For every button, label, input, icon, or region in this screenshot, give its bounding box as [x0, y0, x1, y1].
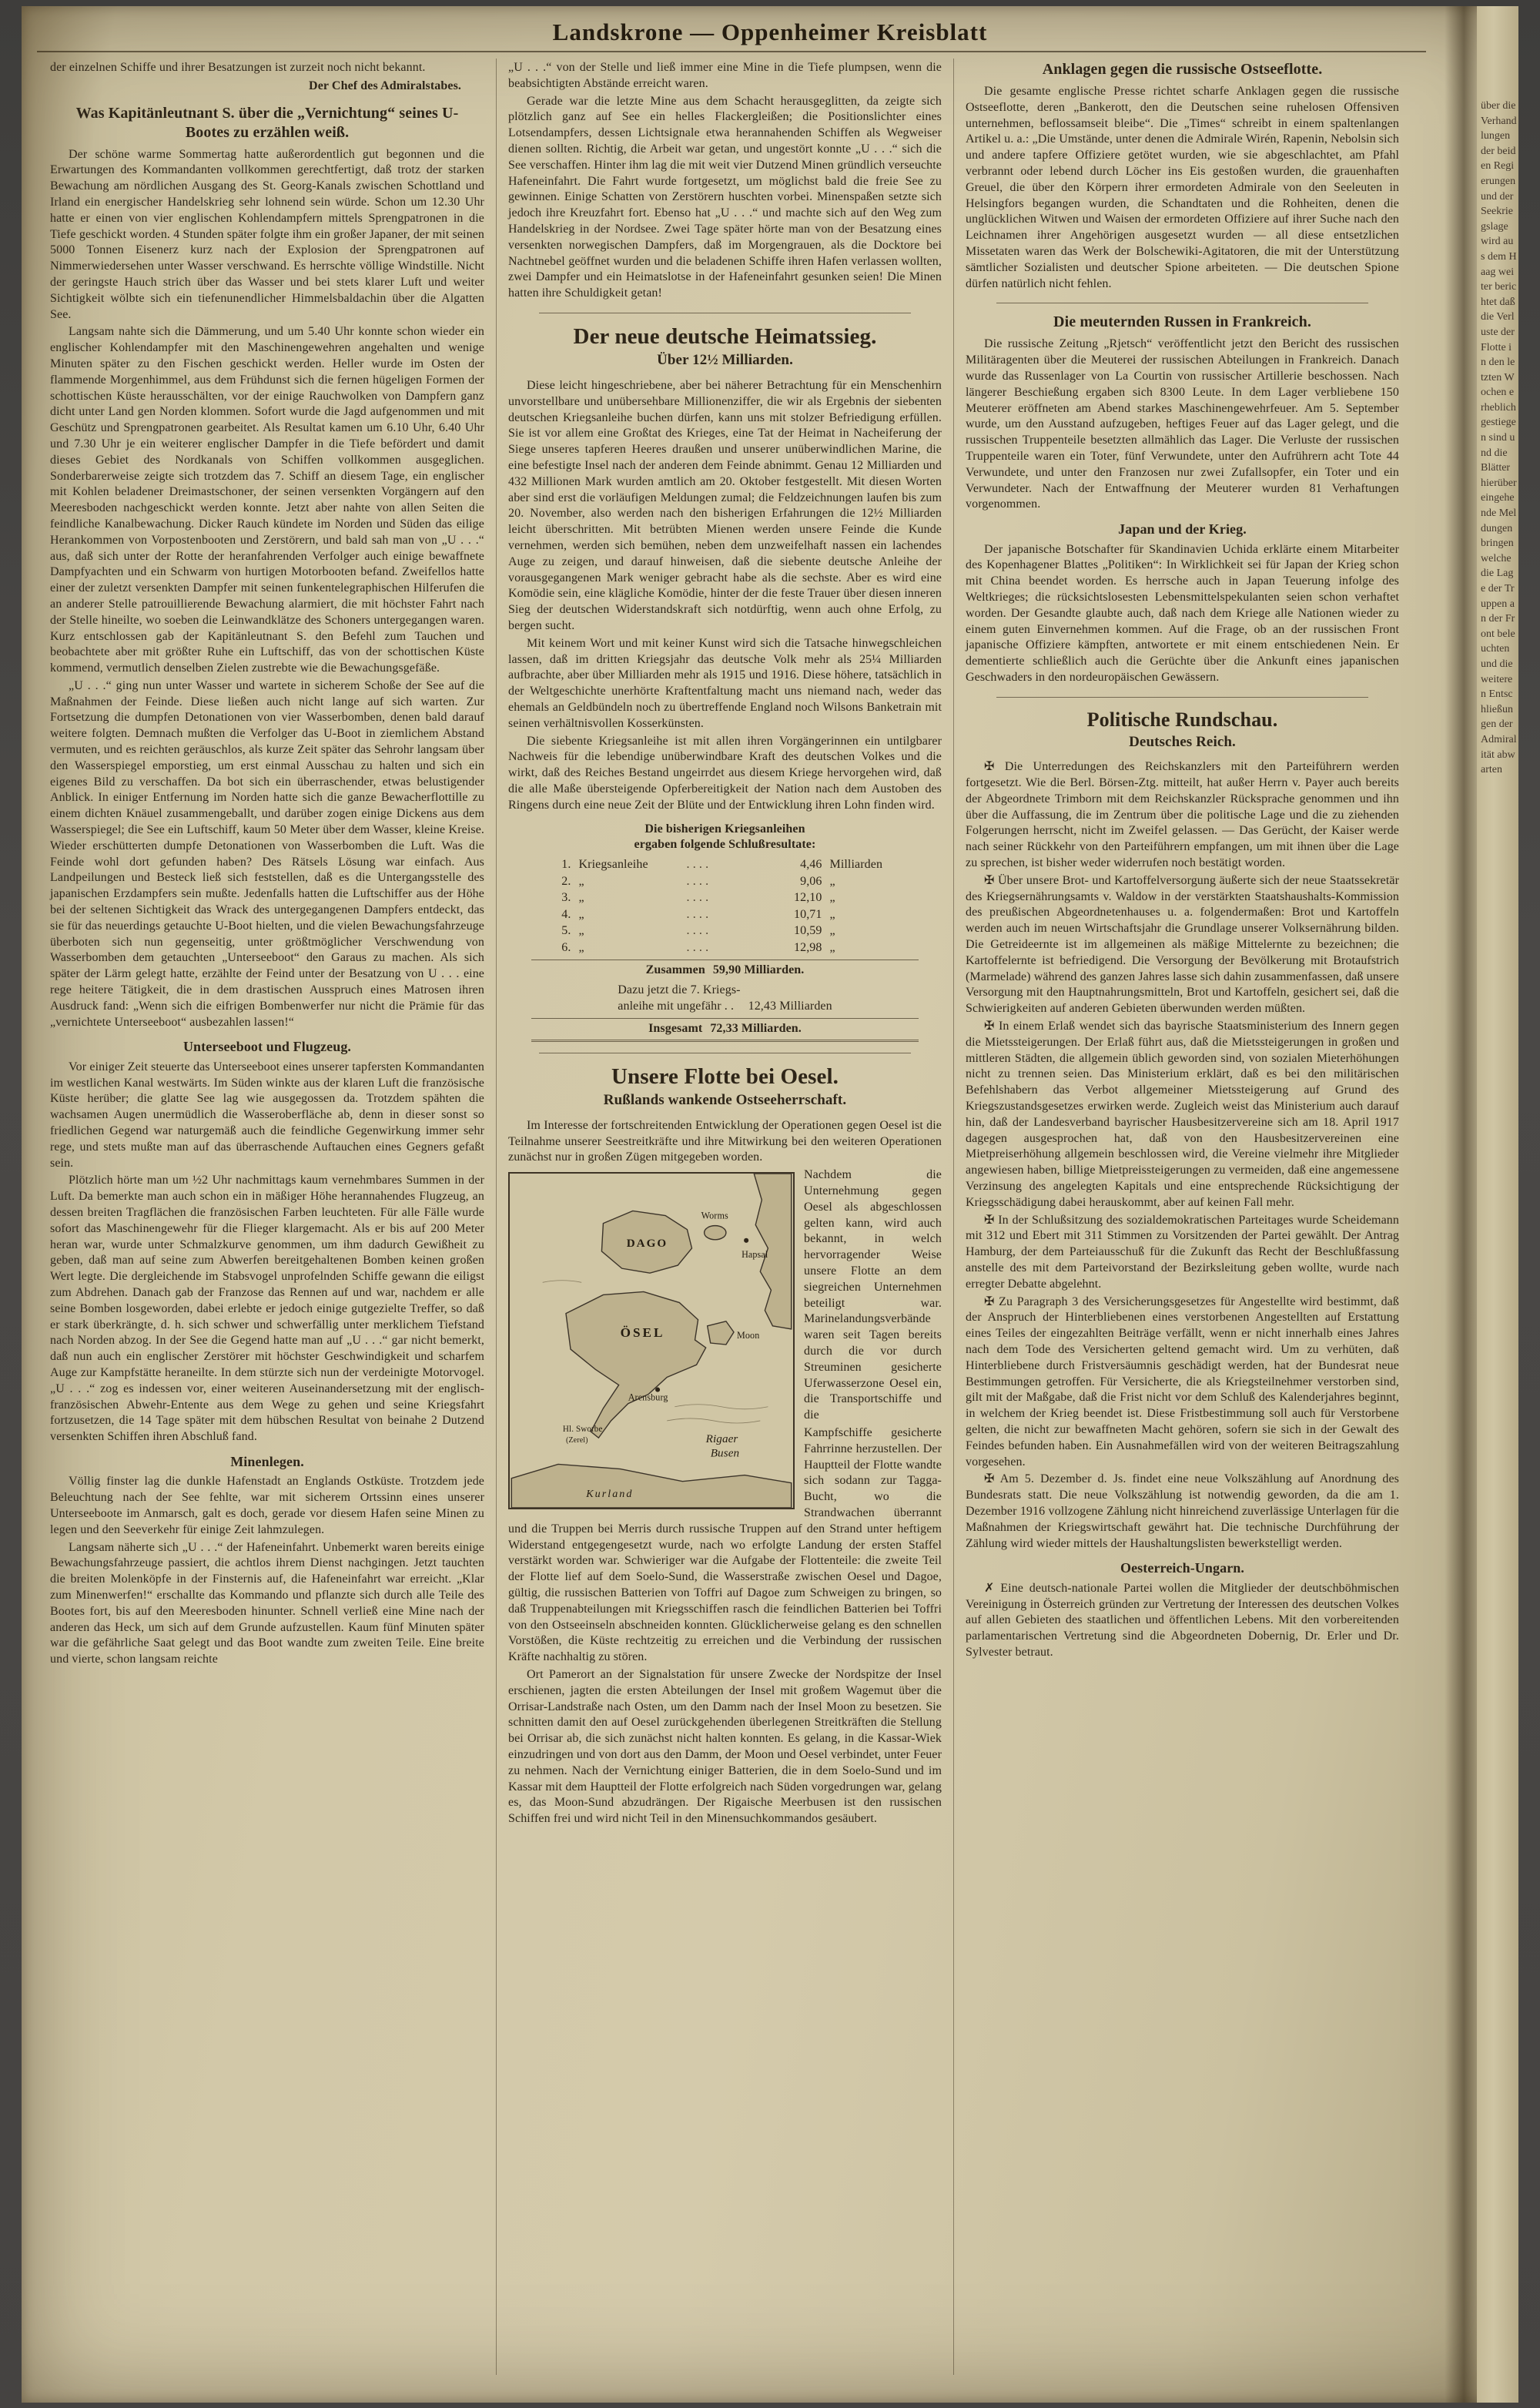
war-loans-table [531, 822, 919, 1042]
leader-dots: . . . . [686, 858, 709, 872]
signature-line: Der Chef des Admiralstabes. [309, 79, 461, 92]
paragraph: „U . . .“ ging nun unter Wasser und wartete in sicherem Schoße der See auf die Maßnahmen der Feinde. Diese ließen auch nicht lange auf sich warten. Zur Fortsetzung die dumpfen Detonationen von vier Wasserbomben, denen bald darauf weitere folgten. Demnach mußten die Verfolger das U-Boot in ziemlichem Abstand vermuten, und es reichten geräuschlos, als kurze Zeit später das Sehrohr langsam über den Wasserspiegel emporstieg, um erst einmal Ausschau zu halten und sich ein eigenes Bild zu verschaffen. Da bot sich ein überraschender, etwas belustigender Anblick. In einiger Entfernung im Norden hatte sich die ganze Bewacherflottille zu einem dichten Knäuel zusammengeballt, und darüber zogen einige Dickens aus dem Wasserspiegel; die See ein Luftschiff, kaum 50 Meter über dem Wasser, kleine Kreise. Wieder erschütterten dumpfe Detonationen von Wasserbomben die Luft. Was die Feinde wohl dort gefunden haben? Des Rätsels Lösung war einfach. Aus Landpeilungen und Besteck ließ sich feststellen, daß es die Untergangsstelle des japanischen Erzdampfers sein mußte. Jedenfalls hatten die Luftschiffer aus der Höhe bei der seltenen Sichtigkeit das Wrack des untergegangenen Dampfers entdeckt, das sie für das neuerdings getauchte U-Boot hielten, und die vielen Bewachungsfahrzeuge überboten sich nun gegenseitig, unter größtmöglicher Verschwendung von Wasserbomben dem getauchten „Unterseeboot“ den Garaus zu machen. Als sich später der Lärm gelegt hatte, erzählte der Feind unter der Besatzung von U . . . eine rege heitere Tätigkeit, die in dem drastischen Ausspruch eines Matrosen ihren Ausdruck fand: „Wenn sich die eifrigen Bombenwerfer nur nicht die Prämie für das „vernichtete Unterseeboot“ ausbezahlen lassen!“ [50, 678, 484, 1029]
dazu-line1: Dazu jetzt die 7. Kriegs- [618, 983, 741, 997]
map-label-sworbe: Hl. Sworbe [562, 1425, 603, 1435]
paragraph: „U . . .“ von der Stelle und ließ immer eine Mine in die Tiefe plumpsen, wenn die beabsichtigten Abstände erreicht waren. [508, 61, 942, 90]
loan-number: 2. [561, 874, 571, 888]
loans-sum-row [531, 960, 919, 979]
paragraph: ✠ In einem Erlaß wendet sich das bayrische Staatsministerium des Innern gegen die Mietssteigerungen. Der Erlaß führt aus, daß die Mietssteigerungen in großen und mittleren Städten, die allgemein üblich geworden sind, von sozialen Mieterhöhungen nicht zu trennen seien. Das Ministerium erklärt, daß es bei den militärischen Befehlshabern das Verbot allgemeiner Mietssteigerung auf Grund des Kriegszustandsgesetzes erwirken werde. Zugleich weist das Ministerium auch darauf hin, daß der Landesverband bayrischer Hausbesitzervereine sich am 18. April 1917 dagegen ausgesprochen hat, daß von den Hausbesitzervereinen eine Mietpreiserhöhung allgemein beschlossen wird, die Vereine vielmehr ihre Mitglieder angewiesen haben, billige Mietpreissteigerungen zu vermeiden, daß eine angemessene Verzinsung des angelegten Kapitals und eine entsprechende Rücksichtigung der Kriegsschädigung dabei herauskommt, aber auf keinen Fall mehr. [966, 1020, 1399, 1209]
oesel-map [508, 1172, 795, 1509]
loan-unit: „ [829, 941, 835, 955]
map-label-oesel: ÖSEL [620, 1325, 665, 1341]
heading-uboot-story: Was Kapitänleutnant S. über die „Vernichtung“ seines U-Bootes zu erzählen weiß. [75, 104, 459, 141]
loans-total-row [531, 1018, 919, 1042]
paragraph: Gerade war die letzte Mine aus dem Schacht herausgeglitten, da zeigte sich plötzlich ganz auf See ein helles Flackergleißen; die Positionslichter eines Lotsendampfers, dessen Lichtsignale etwa herannahenden Schiffen als Wegweiser dienen sollten. Richtig, die Arbeit war getan, und ungestört konnte „U . . .“ sich die See verschaffen. Hinter ihm lag die mit weit vier Dutzend Minen gründlich verseuchte Hafeneinfahrt. Die Fahrt wurde fortgesetzt, um möglichst bald die freie See zu gewinnen. Einige Schatten von Zerstörern huschten vorbei. Minenspaßen setzte sich jedoch ihre Kreuzfahrt fort. Ebenso hat „U . . .“ und machte sich auf den Weg zum Handelskrieg in der Nordsee. Zwei Tage später hörte man von der Besatzung eines versenkten norwegischen Dampfers, daß im Morgengrauen, als die Docktore bei Nachtnebel geöffnet wurden und die beladenen Schiffe ihren Hafen verlassen wollten, zwei Dampfer und ein Heimatslotse in der Hafeneinfahrt gesunken seien! Die Minen hatten ihre Schuldigkeit getan! [508, 94, 942, 300]
map-label-moon: Moon [737, 1330, 760, 1341]
loan-label: „ [578, 891, 584, 905]
paragraph: ✠ Die Unterredungen des Reichskanzlers mit den Parteiführern werden fortgesetzt. Wie die Berl. Börsen-Ztg. mitteilt, hat außer Herrn v. Payer auch bereits der Abgeordnete Trimborn mit dem Reichskanzler Rücksprache genommen und ihn über die Auffassung, die im Zentrum über die politische Lage und die zu ziehenden Folgerungen herrscht, nicht im Zweifel gelassen. — Das Gerücht, der Kaiser werde nach seiner Rückkehr von den Parteiführern empfangen, um mit ihnen über die Lage zu sprechen, ist bisher weder widerrufen noch bestätigt worden. [966, 760, 1399, 870]
heading-anklagen: Anklagen gegen die russische Ostseeflotte. [1042, 61, 1323, 78]
loans-caption-line2: ergaben folgende Schlußresultate: [634, 838, 816, 852]
sum-label: Zusammen [645, 963, 705, 976]
loan-label: „ [578, 941, 584, 955]
loan-row [531, 906, 919, 923]
loans-caption-line1: Die bisherigen Kriegsanleihen [644, 822, 805, 836]
heading-heimatssieg: Der neue deutsche Heimatssieg. [573, 323, 877, 349]
loan-unit: „ [829, 874, 835, 888]
loan-unit: „ [829, 907, 835, 921]
map-label-kurland: Kurland [586, 1488, 634, 1501]
loan-value: 10,71 [794, 907, 822, 921]
total-value: 72,33 Milliarden. [710, 1022, 802, 1036]
sum-value: 59,90 Milliarden. [712, 963, 805, 976]
loan-value: 9,06 [800, 874, 822, 888]
loan-row [531, 939, 919, 956]
heading-meuternde-russen: Die meuternden Russen in Frankreich. [1053, 313, 1311, 331]
paragraph: Langsam näherte sich „U . . .“ der Hafeneinfahrt. Unbemerkt waren bereits einige Bewachungsfahrzeuge passiert, die achtlos ihrem Dienst nachgingen. Jetzt tauchten die breiten Molenköpfe in der Finsternis auf, die Hafeneinfahrt war erreicht. „Klar zum Minenwerfen!“ erschallte das Kommando und pflanzte sich durch alle Teile des Bootes fort, bis auf den Meeresboden hinunter. Schnell verließ eine Mine nach der anderen das Heck, um sich auf dem Grunde aufzustellen. Kaum fünf Minuten später war die gefährliche Saat gelegt und das Boot wandte zum zweiten Teile. Eine breite und vierte, schon langsam reichte [50, 1540, 484, 1666]
heading-flotte-oesel: Unsere Flotte bei Oesel. [611, 1063, 839, 1089]
loan-label: Kriegsanleihe [578, 858, 648, 872]
paragraph: Die siebente Kriegsanleihe ist mit allen ihren Vorgängerinnen ein untilgbarer Nachweis für die lebendige unüberwindbare Kraft des deutschen Volkes und die wirkt, daß des Reiches Bestand ungeirrdet aus diesem Kriege hervorgehen wird, daß die alle Maße übersteigende Opferbereitigkeit der Nation nach dem Austoben des Ringens durch eine neue Zeit der Blüte und der Entwicklung ihren Lohn finden wird. [508, 734, 942, 812]
map-label-arensburg: Arensburg [628, 1392, 668, 1403]
paragraph: Langsam nahte sich die Dämmerung, und um 5.40 Uhr konnte schon wieder ein englischer Kohlendampfer mit den Maschinengewehren angehalten und wenige Minuten später zu den Fischen geschickt werden. Heller wurde im Osten der flammende Morgenhimmel, aus dem Frühdunst sich die fernen hügeligen Formen der schottischen Küste herausschälten, vor der einige Rauchwolken von Dampfern ganz dicht unter Land gen Norden klommen. Sofort wurde die Jagd aufgenommen und mit Geschütz und Sprengpatronen gearbeitet. Als Resultat kamen um 6.10 Uhr, 6.40 Uhr und 7.30 Uhr je ein weiterer englischer Dampfer in die Tiefe befördert und damit dieses Gebiet des Nordkanals von Schiffen vollkommen ausgeglichen. Sonderbarerweise zeigte sich trotzdem das 7. Schiff an diesem Tage, ein englischer mit Kohlen beladener Dreimastschoner, der seinen versenkten Vorgängern auf den Meeresboden nachgeschickt werden konnte. Jetzt aber nahte von allen Seiten die feindliche Kanalbewachung. Dicker Rauch kündete im Norden und Süden das eilige Herankommen von Vorpostenbooten und Zerstörern, und bald sah man von „U . . .“ aus, daß sich unter der Rotte der heranfahrenden Verfolger auch einige bewaffnete Dampfyachten und ein Schwarm von hurtigen Motorbooten befand. Zweifellos hatte einer der zuletzt versenkten Dampfer mit seinen funkentelegraphischen Hilferufen die an anderer Stelle patrouillierende Bewachung alarmiert, die mit höchster Fahrt nach der Stelle hineilte, wo soeben die Leinwandklätze des Schoners untergegangen waren. Kurz entschlossen gab der Kapitänleutnant S. den Befehl zum Tauchen und beobachtete aber mit größter Ruhe ein Luftschiff, das von der schottischen Küste kommend, vermutlich denselben Zielen zustrebte wie die Bewachungsgefäße. [50, 325, 484, 675]
column-right [953, 59, 1411, 2375]
paragraph: Völlig finster lag die dunkle Hafenstadt an Englands Ostküste. Trotzdem jede Beleuchtung nach der See fehlte, war mit sicherem Ortssinn eines unserer Unterseeboote im Anmarsch, galt es doch, gerade vor diesem Hafen seine Minen zu legen und den Seeverkehr für einige Zeit lahmzulegen. [50, 1475, 484, 1536]
paragraph: Der japanische Botschafter für Skandinavien Uchida erklärte einem Mitarbeiter des Kopenhagener Blattes „Politiken“: In Wirklichkeit sei für Japan der Krieg schon mit China beendet worden. Es herrsche auch in Japan Teuerung infolge des Weltkrieges; die rücksichtslosesten Lebensmittelspekulanten seien schon verhaftet worden. Der Gesandte glaubte auch, daß nach dem Kriege alle Nationen wieder zu einem guten Einvernehmen kommen. Auf die Frage, ob an der russischen Front japanische Offiziere kämpften, antwortete er mit einem entschiedenen Nein. Er dementierte schließlich auch die Gerüchte über die Ankunft eines japanischen Geschwaders in den nordeuropäischen Gewässern. [966, 542, 1399, 684]
loan-row [531, 873, 919, 890]
paragraph: Mit keinem Wort und mit keiner Kunst wird sich die Tatsache hinwegschleichen lassen, daß im dritten Kriegsjahr das deutsche Volk mehr als 25¼ Milliarden aufbrachte, aber über Milliarden mehr als 1915 und 1916. Diese höhere, tatsächlich in der Weltgeschichte unerhörte Kraftentfaltung macht uns niemand nach, weder das ehemals an Geldbündeln noch zu übertreffende England noch Wilsons Banketrain mit seinen verhältnisvollen Kosserkünsten. [508, 636, 942, 730]
paragraph: Ort Pamerort an der Signalstation für unsere Zwecke der Nordspitze der Insel erschienen, jagten die ersten Abteilungen der Insel mit großem Wagemut über die Orrisar-Landstraße nach Osten, um den Damm nach der Insel Moon zu besetzen. Sie schnitten damit den auf Oesel zurückgehenden überlegenen Streitkräften die Stellung bei Orrisar ab, die sich zunächst nicht halten konnten. Es gelang, in die Kassar-Wiek einzudringen und von dort aus den Damm, der Moon und Oesel verbindet, unter Feuer zu nehmen. Nach der Vernichtung einiger Batterien, die in dem Soelo-Sund und im Kassar mit dem Hauptteil der Flotte erfolgreich nach Süden vorgedrungen war, gelang es, das Moon-Sund abzudrängen. Der Rigaische Meerbusen ist den russischen Schiffen frei und wird nicht Teil in den Minensuchkommandos gesäubert. [508, 1667, 942, 1826]
loans-dazu-row [531, 983, 919, 1015]
map-label-rigaer: Rigaer [705, 1433, 738, 1446]
map-label-worms: Worms [701, 1210, 728, 1221]
loan-label: „ [578, 874, 584, 888]
paragraph: Kampfschiffe gesicherte Fahrrinne herzustellen. Der Hauptteil der Flotte wandte sich sodann zur Tagga-Bucht, wo die Strandwachen überrannt und die Truppen bei Merris durch russische Truppen auf den Strand unter heftigem Widerstand entgegengesetzt wurde, nach wo erfolgte Landung der ersten Staffel verstärkt worden war. Schwieriger war die Aufgabe der Flottenteile: die zweite Teil der Flotte lief auf dem Soelo-Sund, die Wasserstraße zwischen Oesel und Dagoe, gültig, die russischen Batterien von Toffri auf Dagoe zum Schweigen zu bringen, so daß Truppenabteilungen mit Kriegsschiffen rasch die feindlichen Batterien bei Toffri von den Ostseeinseln abschneiden konnten. Glücklicherweise gelang es den schnellen Vorstößen, die Küste rechtzeitig zu erreichen und die Verbindung der russischen Kräfte nachhaltig zu stören. [508, 1426, 942, 1664]
dazu-value: 12,43 Milliarden [748, 1000, 832, 1013]
loan-number: 6. [561, 941, 571, 955]
adjacent-page-fragment: über die Verhandlungen der beiden Regierungen und der Seekriegslage wird aus dem Haag weiter berichtet daß die Verluste der Flotte in den letzten Wochen erheblich gestiegen sind und die Blätter hierüber eingehende Meldungen bringen welche die Lage der Truppen an der Front beleuchten und die weiteren Entschließungen der Admiralität abwarten [1477, 6, 1518, 2403]
loan-number: 1. [561, 858, 571, 872]
column-layout [38, 59, 1434, 2375]
dazu-line2: anleihe mit ungefähr . . [618, 1000, 735, 1013]
paragraph: Im Interesse der fortschreitenden Entwicklung der Operationen gegen Oesel ist die Teilnahme unserer Seestreitkräfte und ihre Mitwirkung bei den weiteren Operationen zunächst nur in großen Zügen mitgegeben worden. [508, 1118, 942, 1164]
leader-dots: . . . . [686, 907, 709, 921]
loan-row [531, 923, 919, 939]
loan-label: „ [578, 907, 584, 921]
map-label-zerel: (Zerel) [565, 1436, 588, 1445]
loan-value: 12,98 [794, 941, 822, 955]
loan-row [531, 889, 919, 906]
loan-value: 12,10 [794, 891, 822, 905]
paragraph-beside-map: Nachdem die Unternehmung gegen Oesel als abgeschlossen gelten kann, wird auch bekannt, in welch hervorragender Weise unsere Flotte an dem siegreichen Unternehmen beteiligt war. Marinelandungsverbände waren seit Tagen bereits durch die vor durch Streuminen gesicherte Uferwasserzone Oesel ein, die Transportschiffe und die [804, 1168, 942, 1422]
paragraph: Die gesamte englische Presse richtet scharfe Anklagen gegen die russische Ostseeflotte, deren „Bankerott, den die Deutschen seine ruhelosen Offensiven unternehmen, beflossamseit bleibe“. Die „Times“ schreibt in einem spaltenlangen Artikel u. a.: „Die Umstände, unter denen die Admirale Wirén, Rapenin, Nebolsin sich und andere tapfere Offiziere getötet wurden, wie sie abgeschlachtet, am Pfahl verbrannt oder lebend durch Löcher ins Eis gestoßen wurden, die grauenhaften Greuel, die über den Körpern ihrer ermordeten Admirale von den Seeleuten in Helsingfors begangen wurden, die Schandtaten und die Rohheiten, denen die unglücklichen Witwen und Waisen der ermordeten Offiziere auf ihrer Suche nach den Leichnamen ihrer Angehörigen ausgesetzt wurden — all diese entsetzlichen Missetaten waren das Werk der Bolschewiki-Agitatoren, die mit der Unterstützung sämtlicher Sozialisten und deutscher Spione arbeiteten. — Die deutschen Spione dürfen natürlich nicht fehlen. [966, 85, 1399, 290]
paragraph: ✗ Eine deutsch-nationale Partei wollen die Mitglieder der deutschböhmischen Vereinigung in Österreich gründen zur Vertretung der Interessen des deutschen Volkes auf allen Gebieten des staatlichen und öffentlichen Lebens. Mit den vorbereitenden parlamentarischen Vertretung sind die Abgeordneten Dobernig, Dr. Erler und Dr. Sylvester betraut. [966, 1581, 1399, 1659]
paragraph: Plötzlich hörte man um ½2 Uhr nachmittags kaum vernehmbares Summen in der Luft. Da bemerkte man auch schon ein in mäßiger Höhe herannahendes Flugzeug, an dessen breiten Tragflächen die französischen Farben leuchteten. Für alle Fälle wurde sofort das Maschinengewehr für die Flieger klargemacht. Als er bis auf 200 Meter heran war, wurde unter Schmalzkurve genommen, um ihm dadurch Gewißheit zu geben, daß man auf seine zum Abwerfen bereitgehaltenen Bomben keinen großen Wert legte. Die dergleichende im Stabsvogel unprofelnden Schiffe gewann die eiligst zum Abdrehen. Danach gab der Franzose das Rennen auf und war, nachdem er alle seine Bomben losgeworden, dabei erlebte er jedoch einige gutgezielte Treffer, so daß er stark überkrängte, d. h. sich schwer und schwerfällig unter merklichem Tiefstand nach Norden abzog. In der See die Gegend hatte man auf „U . . .“ gar nicht bemerkt, daß nun auch ein englischer Zerstörer mit höchster Geschwindigkeit und scharfem Auge zur Kampfstätte heraneilte. In dem stürzte sich nun der verdeinigte Motorvogel. „U . . .“ zog es indessen vor, einer weiteren Auseinandersetzung mit der englisch-französischen Abwehr-Entente aus dem Wege zu gehen und seine Kriegsfahrt fortzusetzen, die 14 Tage später mit dem hübschen Resultat von beinahe 2 Dutzend versenkten Schiffen ihren Abschluß fand. [50, 1174, 484, 1444]
map-label-dago: DAGO [626, 1237, 668, 1251]
paragraph: ✠ Zu Paragraph 3 des Versicherungsgesetzes für Angestellte wird bestimmt, daß der Anspruch der Hinterbliebenen eines verstorbenen Angestellten auf Erstattung eines Teiles der eingezahlten Beiträge verfällt, wenn er nicht innerhalb eines Jahres nach dem Tode des Versicherten geltend gemacht wird. Um zu verhüten, daß Hinterbliebene durch Fristversäumnis geschädigt werden, hat der Bundesrat neue Bestimmungen getroffen. Für Versicherte, die als Kriegsteilnehmer verstorben sind, gilt mit der Maßgabe, daß die Frist nicht vor dem Schluß des Kalenderjahres beginnt, in welchem der Krieg beendet ist. Diese Fristbestimmung soll auch für Verstorbene gelten, die nicht zur bewaffneten Macht gehören, sofern sie sich in der Gewalt des Feindes befunden haben. Ein Ausnahmefällen wird von der weiteren Beitragszahlung vorgesehen. [966, 1294, 1399, 1469]
loan-value: 10,59 [794, 924, 822, 938]
map-label-busen: Busen [710, 1447, 740, 1460]
loan-unit: Milliarden [829, 858, 883, 872]
subheading-deutsches-reich: Deutsches Reich. [1129, 733, 1236, 750]
loan-row [531, 856, 919, 873]
masthead-title: Landskrone — Oppenheimer Kreisblatt [552, 18, 988, 45]
loan-unit: „ [829, 924, 835, 938]
paragraph: Der schöne warme Sommertag hatte außerordentlich gut begonnen und die Erwartungen des Kommandanten vollkommen gerechtfertigt, daß trotz der starken Bewachung am nördlichen Ausgang des St. Georg-Kanals zwischen Schottland und Irland ein energischer Handelskrieg sehr lohnend sein würde. Schon um 12.30 Uhr hatte er einen von vier englischen Kohlendampfern mittels Sprengpatronen in die Tiefe geschickt worden. 4 Stunden später folgte ihm ein großer Japaner, der mit seinen 5000 Tonnen Eisenerz kurz nach der Explosion der Sprengpatronen auf Nimmerwiedersehen unter Wasser verschwand. Es herrschte völlige Windstille. Nicht der geringste Hauch strich über das Wasser und bei stets klarer Luft und weiter Sichtigkeit wölbte sich ein tiefenunendlicher Himmelsbaldachin über die Algatten See. [50, 147, 484, 321]
heading-minenlegen: Minenlegen. [230, 1453, 304, 1469]
heading-oesterreich-ungarn: Oesterreich-Ungarn. [1120, 1560, 1245, 1576]
paragraph: Vor einiger Zeit steuerte das Unterseeboot eines unserer tapfersten Kommandanten im westlichen Kanal westwärts. Im Süden winkte aus der klaren Luft die französische Küste herüber; die glatte See lag wie ausgegossen da. Trotzdem spähten die wachsamen Augen unermüdlich die Wasseroberfläche ab, denn in dieser sonst so friedlichen Gegend war naturgemäß auch die feindliche Gegenwirkung immer sehr rege, und stets mußte man auf das überraschende Auftauchen eines Gegners gefaßt sein. [50, 1060, 484, 1170]
heading-japan-krieg: Japan und der Krieg. [1118, 521, 1247, 538]
column-left [38, 59, 496, 2375]
paragraph: Die russische Zeitung „Rjetsch“ veröffentlicht jetzt den Bericht des russischen Militäragenten über die Meuterei der russischen Abteilungen in Frankreich. Danach wurde das Russenlager von La Courtin von russischer Artillerie beschossen. Nach längerer Beschießung ergaben sich 8300 Leute. In dem Lager verbliebene 150 Meuterer eröffneten am Abend starkes Maschinengewehrfeuer. Am 5. September wurde, um den Ausstand aufzugeben, heftiges Feuer auf das Lager gelegt, und die russischen Truppenteile besetzten allmählich das Lager. Die Verluste der russischen Truppenteile waren ein Toter, fünf Verwundete, unter den Aufrührern acht Tote 44 Verwundete, und unter den Franzosen nur zwei Zufallsopfer, ein Toter und ein Verwundeter. Nach der Entwaffnung der Meuterer wurden 81 Verhaftungen vorgenommen. [966, 337, 1399, 511]
paragraph: Diese leicht hingeschriebene, aber bei näherer Betrachtung für ein Menschenhirn unvorstellbare und unübersehbare Millionenziffer, die wir als Ergebnis der siebenten deutschen Kriegsanleihe buchen dürfen, kann uns mit stolzer Befriedigung erfüllen. Sie ist vor allem eine Großtat des Krieges, eine Tat der Heimat in Nacheiferung der Siege unseres tapferen Heeres draußen und unserer unüberwindlichen Marine, die eine befestigte Insel nach der anderen dem Feinde abnimmt. Genau 12 Milliarden und 432 Millionen Mark wurden amtlich am 20. Oktober festgestellt. Mit diesen Worten aber sind erst die vorläufigen Meldungen zumal; die Feldzeichnungen laufen bis zum 20. November, also werden nach den bisherigen Erfahrungen die 12½ Milliarden leicht überschritten. Mit betrübten Mienen werden unsere Feinde die Kunde vernehmen, werden sich bemühen, neben dem unzweifelhaft nassen ein lachendes Auge zu zeigen, und darauf hinweisen, daß die siebente deutsche Anleihe der vorausgegangenen Mark weniger gebracht habe als die sechste. Aber es wird eine Komödie sein, eine klägliche Komödie, hinter der die feste Trauer über diesen inneren Sieg der deutschen Widerstandskraft sich notdürftig, wenn auch ohne Erfolg, zu bergen sucht. [508, 378, 942, 632]
loan-number: 4. [561, 907, 571, 921]
heading-politische-rundschau: Politische Rundschau. [1086, 708, 1278, 731]
page-fold-shadow [1445, 6, 1477, 2403]
section-divider [996, 697, 1368, 698]
loan-value: 4,46 [800, 858, 822, 872]
baltic-map-graphic [510, 1174, 793, 1508]
paragraph: der einzelnen Schiffe und ihrer Besatzungen ist zurzeit noch nicht bekannt. [50, 61, 426, 74]
paragraph: ✠ Am 5. Dezember d. Js. findet eine neue Volkszählung auf Anordnung des Bundesrats statt. Die neue Volkszählung ist notwendig geworden, da die am 1. Dezember 1916 vollzogene Zählung nicht hinreichend zuverlässige Unterlagen für die Maßnahmen der Kriegswirtschaft gewährt hat. Die technische Durchführung der Zählung wird wieder mittels der Haushaltungslisten bewerkstelligt werden. [966, 1472, 1399, 1550]
paragraph: ✠ In der Schlußsitzung des sozialdemokratischen Parteitages wurde Scheidemann mit 312 und Ebert mit 311 Stimmen zu Vorsitzenden der Partei gewählt. Der Antrag Hamburg, der dem Parteiausschuß für die Zukunft das Recht der Beschlußfassung anstelle des mit dem Parteivorstand der Bezirksleitung geben wollte, wurde nach erregter Debatte abgelehnt. [966, 1213, 1399, 1291]
leader-dots: . . . . [686, 874, 709, 888]
leader-dots: . . . . [686, 891, 709, 905]
subheading-milliarden: Über 12½ Milliarden. [657, 352, 793, 369]
loan-number: 3. [561, 891, 571, 905]
loan-unit: „ [829, 891, 835, 905]
leader-dots: . . . . [686, 941, 709, 955]
masthead-rule [37, 51, 1426, 52]
newspaper-page [22, 6, 1518, 2403]
paragraph: ✠ Über unsere Brot- und Kartoffelversorgung äußerte sich der neue Staatssekretär des Kriegsernährungsamts v. Waldow in der verstärkten Staatshaushalts-Kommission des preußischen Abgeordnetenhauses u. a. folgendermaßen: Brot und Kartoffeln werden auch im neuen Wirtschaftsjahr die Grundlage unserer Volksernährung bilden. Die Getreideernte ist im allgemeinen als mäßige Mittelernte zu bezeichnen; die Kartoffelernte ist befriedigend. Die Versorgung der Bevölkerung mit Brotaufstrich (Marmelade) während des ganzen Jahres lasse sich dahin zusammenfassen, daß unsere Versorgung mit den Hauptnahrungsmitteln, Brot und Kartoffeln, gesichert sei, daß die Schwierigkeiten auf anderen Gebieten überwunden werden müßten. [966, 873, 1399, 1016]
loan-label: „ [578, 924, 584, 938]
loan-number: 5. [561, 924, 571, 938]
map-label-hapsal: Hapsal [742, 1249, 768, 1261]
subheading-ostseeherrschaft: Rußlands wankende Ostseeherrschaft. [603, 1092, 847, 1109]
column-middle [496, 59, 953, 2375]
heading-unterseeboot-flugzeug: Unterseeboot und Flugzeug. [182, 1039, 352, 1055]
leader-dots: . . . . [686, 924, 709, 938]
total-label: Insgesamt [648, 1022, 703, 1036]
